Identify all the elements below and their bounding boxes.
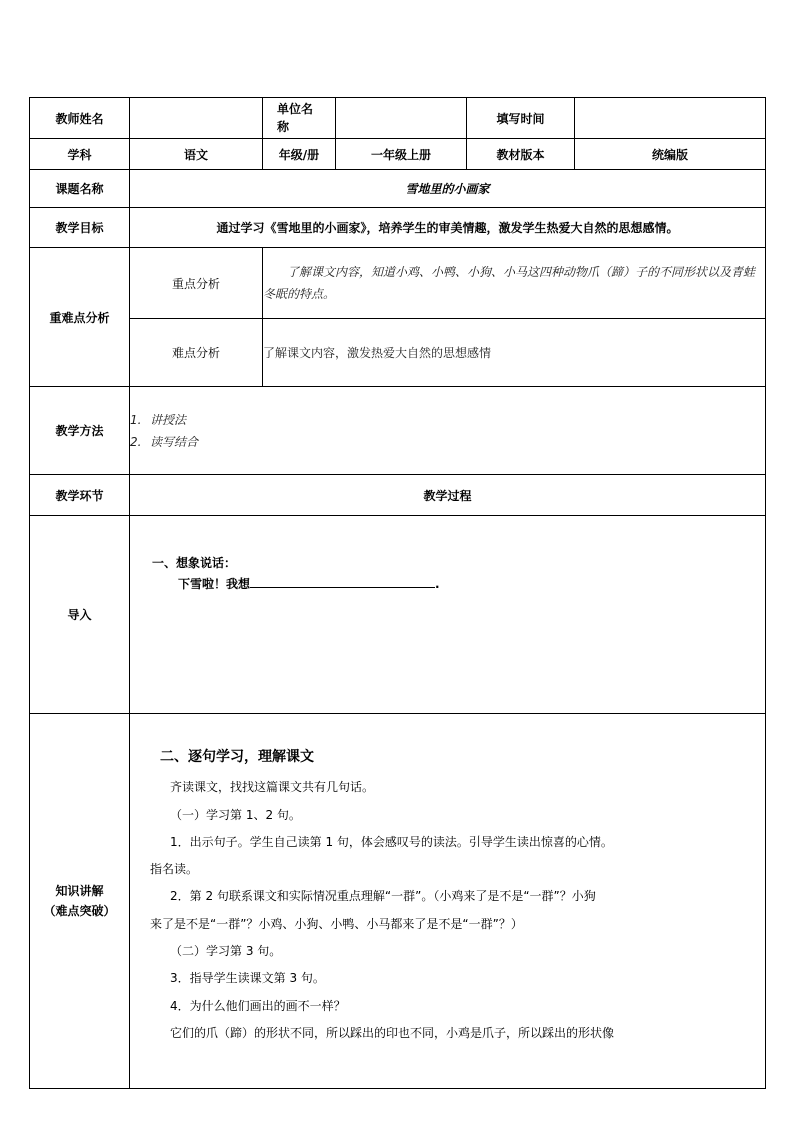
intro-prompt-line — [152, 573, 765, 594]
intro-heading: 一、想象说话： — [152, 556, 237, 570]
subject-label: 学科 — [30, 139, 130, 170]
method-item — [130, 431, 765, 453]
knowledge-content — [130, 714, 766, 1089]
knowledge-line: 2．第 2 句联系课文和实际情况重点理解“一群”。（小鸡来了是不是“一群”？小狗 — [170, 889, 596, 904]
knowledge-label-text: 知识讲解 — [55, 884, 104, 898]
difficult-point-row — [30, 319, 766, 387]
method-item — [130, 409, 765, 431]
edition-label: 教材版本 — [467, 139, 575, 170]
knowledge-line: 1．出示句子。学生自己读第 1 句，体会感叹号的读法。引导学生读出惊喜的心情。 — [170, 834, 613, 849]
knowledge-line: 它们的爪（蹄）的形状不同，所以踩出的印也不同，小鸡是爪子，所以踩出的形状像 — [170, 1025, 615, 1040]
goal-value: 通过学习《雪地里的小画家》，培养学生的审美情趣，激发学生热爱大自然的思想感情。 — [130, 208, 766, 248]
knowledge-line: （一）学习第 1、2 句。 — [170, 807, 301, 822]
intro-end: . — [435, 577, 440, 591]
knowledge-line: 齐读课文，找找这篇课文共有几句话。 — [170, 780, 375, 795]
knowledge-line: （二）学习第 3 句。 — [170, 944, 282, 959]
knowledge-line: 来了是不是“一群”？小鸡、小狗、小鸭、小马都来了是不是“一群”？） — [150, 916, 523, 931]
process-row — [30, 475, 766, 516]
knowledge-line: 指名读。 — [150, 862, 199, 877]
intro-row — [30, 516, 766, 714]
intro-content — [130, 516, 766, 714]
methods-row — [30, 387, 766, 475]
methods-label: 教学方法 — [30, 387, 130, 475]
method-number: 1. — [130, 412, 142, 427]
subject-value: 语文 — [130, 139, 263, 170]
grade-label: 年级/册 — [263, 139, 336, 170]
key-point-label: 重点分析 — [130, 248, 263, 319]
key-point-text — [263, 248, 766, 319]
unit-name-label — [263, 98, 336, 139]
knowledge-label — [30, 714, 130, 1089]
fill-in-blank — [250, 573, 435, 588]
process-value: 教学过程 — [130, 475, 766, 516]
goal-label: 教学目标 — [30, 208, 130, 248]
difficult-point-label: 难点分析 — [130, 319, 263, 387]
edition-value: 统编版 — [575, 139, 766, 170]
knowledge-heading: 二、逐句学习，理解课文 — [160, 749, 314, 765]
key-point-row — [30, 248, 766, 319]
fill-time-label: 填写时间 — [467, 98, 575, 139]
teacher-name-label: 教师姓名 — [30, 98, 130, 139]
knowledge-line: 4．为什么他们画出的画不一样？ — [170, 998, 346, 1013]
topic-row — [30, 170, 766, 208]
key-point-content: 了解课文内容，知道小鸡、小鸭、小狗、小马这四种动物爪（蹄）子的不同形状以及青蛙冬眠的特点。 — [263, 265, 756, 301]
unit-name-label-text: 单位名称 — [277, 102, 314, 134]
teacher-name-value — [130, 98, 263, 139]
method-text: 读写结合 — [150, 434, 199, 449]
unit-name-value — [336, 98, 467, 139]
topic-value: 雪地里的小画家 — [130, 170, 766, 208]
analysis-label: 重难点分析 — [30, 248, 130, 387]
intro-prompt: 下雪啦！我想 — [178, 577, 251, 591]
header-row — [30, 98, 766, 139]
knowledge-row — [30, 714, 766, 1089]
process-label: 教学环节 — [30, 475, 130, 516]
info-row — [30, 139, 766, 170]
goal-row — [30, 208, 766, 248]
knowledge-line: 3．指导学生读课文第 3 句。 — [170, 971, 325, 986]
knowledge-sublabel: （难点突破） — [43, 904, 116, 918]
difficult-point-text: 了解课文内容，激发热爱大自然的思想感情 — [263, 319, 766, 387]
method-number: 2. — [130, 434, 142, 449]
methods-list — [130, 387, 766, 475]
grade-value: 一年级上册 — [336, 139, 467, 170]
lesson-plan-table — [29, 97, 766, 1089]
method-text: 讲授法 — [150, 412, 187, 427]
topic-label: 课题名称 — [30, 170, 130, 208]
intro-label: 导入 — [30, 516, 130, 714]
fill-time-value — [575, 98, 766, 139]
